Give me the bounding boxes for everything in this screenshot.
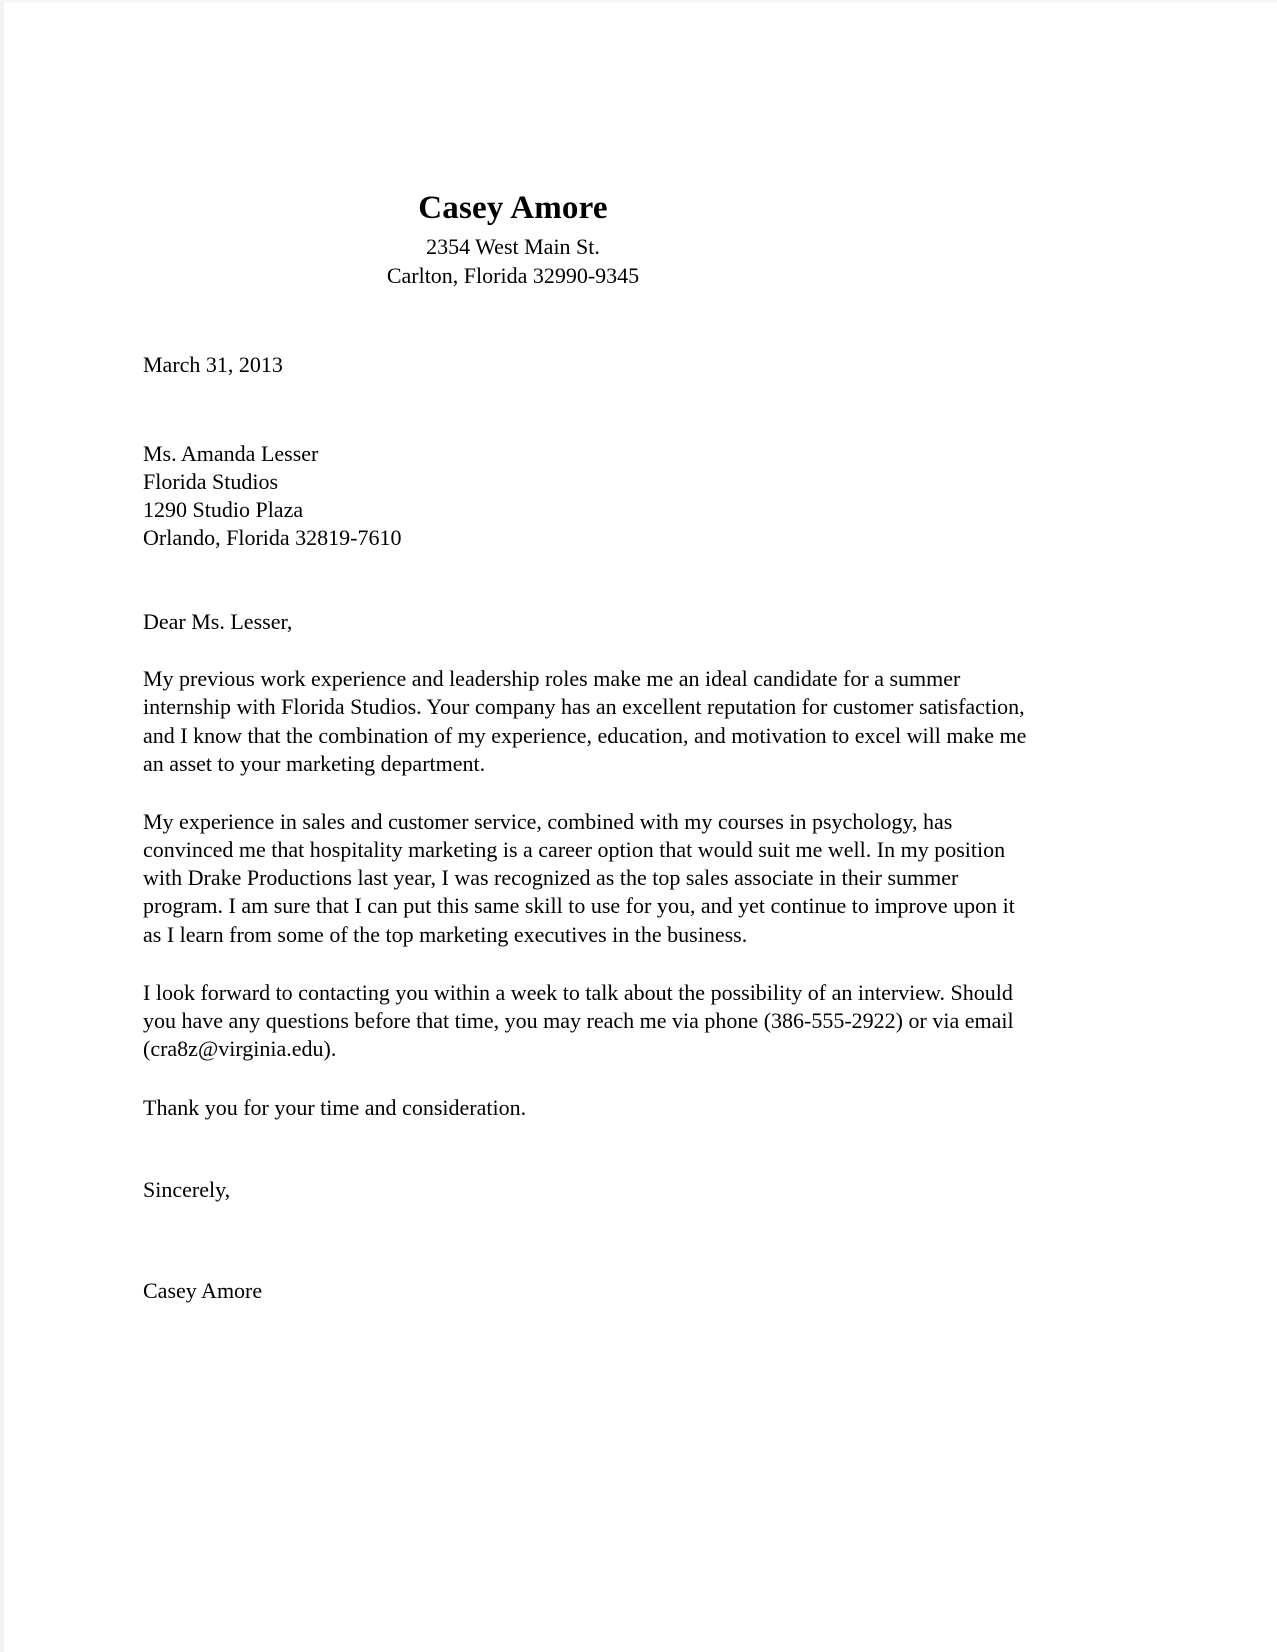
sender-street: 2354 West Main St. <box>426 233 600 259</box>
body-paragraph-2: My experience in sales and customer service, combined with my courses in psychology, has convinced me that hospitality marketing is a career option that would suit me well. In my position with Drake Productions last year, I was recognized as the top sales associate in their summer program. I am sure that I can put this same skill to use for you, and yet continue to improve upon it as I learn from some of the top marketing executives in the business. <box>143 808 1015 947</box>
letter-date: March 31, 2013 <box>143 352 283 378</box>
recipient-name: Ms. Amanda Lesser <box>143 441 319 467</box>
signature-name: Casey Amore <box>143 1278 263 1304</box>
sender-name: Casey Amore <box>418 190 608 226</box>
body-paragraph-1: My previous work experience and leadership roles make me an ideal candidate for a summer internship with Florida Studios. Your company has an excellent reputation for customer satisfaction, and I know that the combination of my experience, education, and motivation to excel will make me an asset to your marketing department. <box>143 666 1027 776</box>
body-paragraph-3: I look forward to contacting you within a week to talk about the possibility of an interview. Should you have any questions before that time, you may reach me via phone (386-555-2922) or via email (cra8z@virginia.edu). <box>143 979 1014 1062</box>
recipient-company: Florida Studios <box>143 469 279 495</box>
letterhead <box>143 190 883 290</box>
letter-body <box>143 190 1043 1304</box>
recipient-block <box>143 440 1043 551</box>
recipient-city-state-zip: Orlando, Florida 32819-7610 <box>143 524 402 550</box>
recipient-street: 1290 Studio Plaza <box>143 496 304 522</box>
sender-city-state-zip: Carlton, Florida 32990-9345 <box>386 263 640 289</box>
salutation: Dear Ms. Lesser, <box>143 609 293 635</box>
closing-thanks: Thank you for your time and consideration. <box>143 1095 527 1121</box>
complimentary-close: Sincerely, <box>143 1177 231 1203</box>
